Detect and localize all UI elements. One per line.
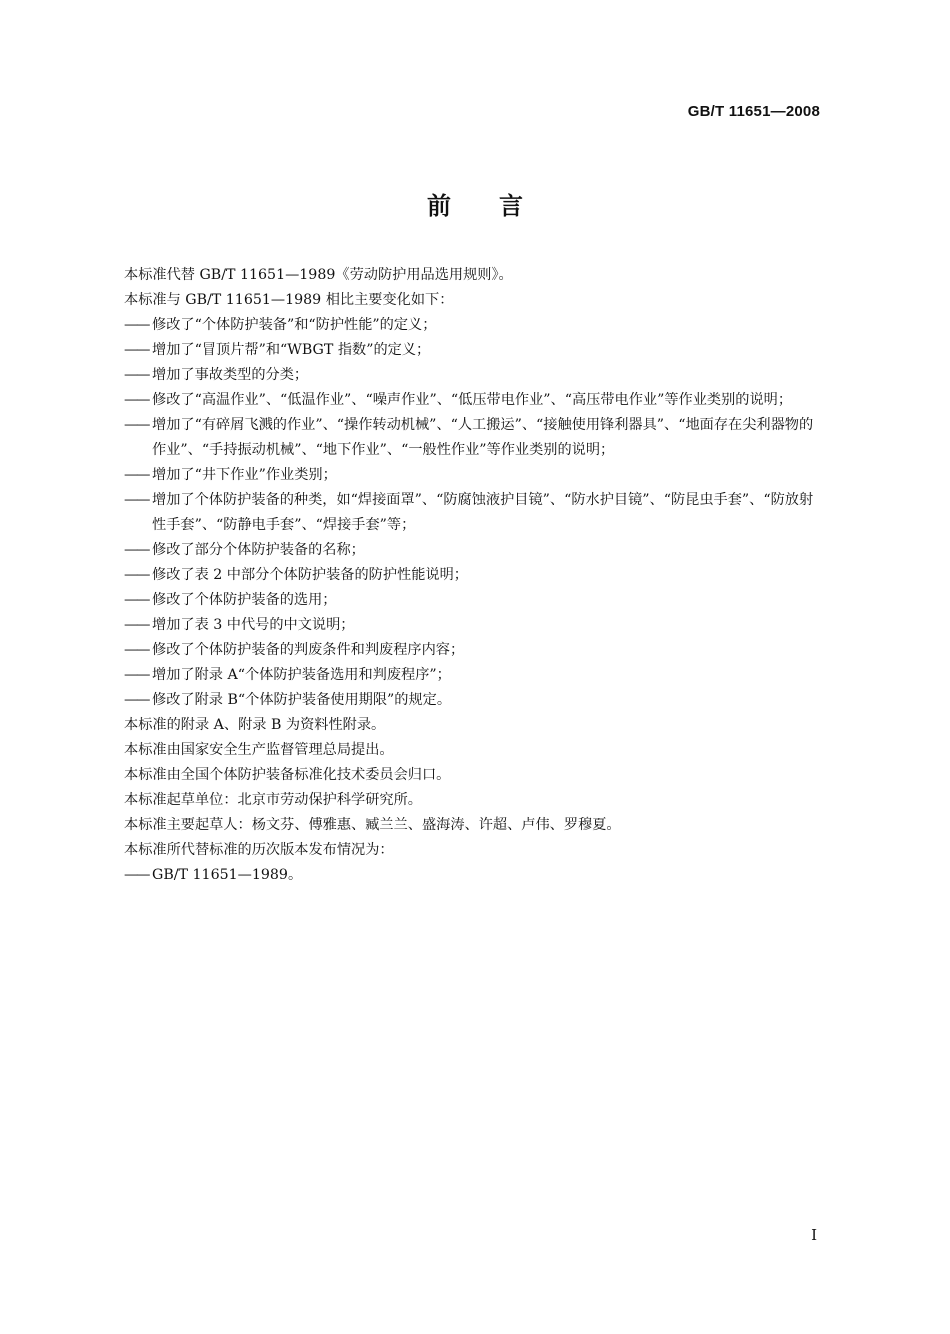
dash-marker: ——	[124, 542, 149, 558]
history-item-text: GB/T 11651—1989。	[152, 867, 303, 883]
dash-marker: ——	[124, 467, 149, 483]
dash-marker: ——	[124, 692, 149, 708]
list-item-text: 修改了附录 B“个体防护装备使用期限”的规定。	[152, 692, 452, 708]
list-item	[124, 613, 824, 638]
dash-marker: ——	[124, 317, 149, 333]
proposer-statement: 本标准由国家安全生产监督管理总局提出。	[124, 742, 394, 758]
list-item	[124, 488, 824, 538]
list-item	[124, 463, 824, 488]
list-item	[124, 538, 824, 563]
list-item	[124, 688, 824, 713]
drafters-statement: 本标准主要起草人：杨文芬、傅雅惠、臧兰兰、盛海涛、许超、卢伟、罗穆夏。	[124, 817, 621, 833]
dash-marker: ——	[124, 392, 149, 408]
list-item	[124, 588, 824, 613]
dash-marker: ——	[124, 342, 149, 358]
list-item-text: 增加了事故类型的分类；	[152, 367, 309, 383]
list-item-text: 修改了“个体防护装备”和“防护性能”的定义；	[152, 317, 437, 333]
list-item	[124, 388, 824, 413]
list-item-text: 修改了“高温作业”、“低温作业”、“噪声作业”、“低压带电作业”、“高压带电作业”等作业类别的说明；	[152, 392, 793, 408]
list-item	[124, 638, 824, 663]
appendix-statement: 本标准的附录 A、附录 B 为资料性附录。	[124, 717, 386, 733]
dash-marker: ——	[124, 492, 149, 508]
foreword-content	[124, 263, 824, 888]
list-item-text: 增加了个体防护装备的种类，如“焊接面罩”、“防腐蚀液护目镜”、“防水护目镜”、“防昆虫手套”、“防放射性手套”、“防静电手套”、“焊接手套”等；	[152, 492, 814, 533]
dash-marker: ——	[124, 592, 149, 608]
committee-statement: 本标准由全国个体防护装备标准化技术委员会归口。	[124, 767, 451, 783]
dash-marker: ——	[124, 667, 149, 683]
drafting-unit-statement: 本标准起草单位：北京市劳动保护科学研究所。	[124, 792, 422, 808]
list-item	[124, 313, 824, 338]
list-item-text: 增加了“井下作业”作业类别；	[152, 467, 337, 483]
list-item-text: 增加了表 3 中代号的中文说明；	[152, 617, 355, 633]
dash-marker: ——	[124, 617, 149, 633]
dash-marker: ——	[124, 367, 149, 383]
intro-paragraph: 本标准与 GB/T 11651—1989 相比主要变化如下：	[124, 292, 454, 308]
list-item	[124, 338, 824, 363]
list-item-text: 修改了表 2 中部分个体防护装备的防护性能说明；	[152, 567, 468, 583]
list-item-text: 增加了附录 A“个体防护装备选用和判废程序”；	[152, 667, 451, 683]
list-item-text: 修改了个体防护装备的判废条件和判废程序内容；	[152, 642, 465, 658]
list-item-text: 修改了部分个体防护装备的名称；	[152, 542, 365, 558]
changes-list	[124, 313, 824, 713]
page-number: I	[811, 1226, 817, 1244]
list-item-text: 修改了个体防护装备的选用；	[152, 592, 337, 608]
history-statement: 本标准所代替标准的历次版本发布情况为：	[124, 842, 394, 858]
page-title: 前言	[427, 192, 571, 220]
history-item	[124, 863, 824, 888]
intro-paragraph: 本标准代替 GB/T 11651—1989《劳动防护用品选用规则》。	[124, 267, 513, 283]
list-item	[124, 413, 824, 463]
dash-marker: ——	[124, 642, 149, 658]
list-item-text: 增加了“有碎屑飞溅的作业”、“操作转动机械”、“人工搬运”、“接触使用锋利器具”、“地面存在尖利器物的作业”、“手持振动机械”、“地下作业”、“一般性作业”等作业类别的说明；	[152, 417, 814, 458]
standard-code: GB/T 11651—2008	[687, 103, 820, 120]
list-item	[124, 363, 824, 388]
dash-marker: ——	[124, 417, 149, 433]
dash-marker: ——	[124, 867, 149, 883]
list-item-text: 增加了“冒顶片帮”和“WBGT 指数”的定义；	[152, 342, 431, 358]
dash-marker: ——	[124, 567, 149, 583]
list-item	[124, 663, 824, 688]
list-item	[124, 563, 824, 588]
